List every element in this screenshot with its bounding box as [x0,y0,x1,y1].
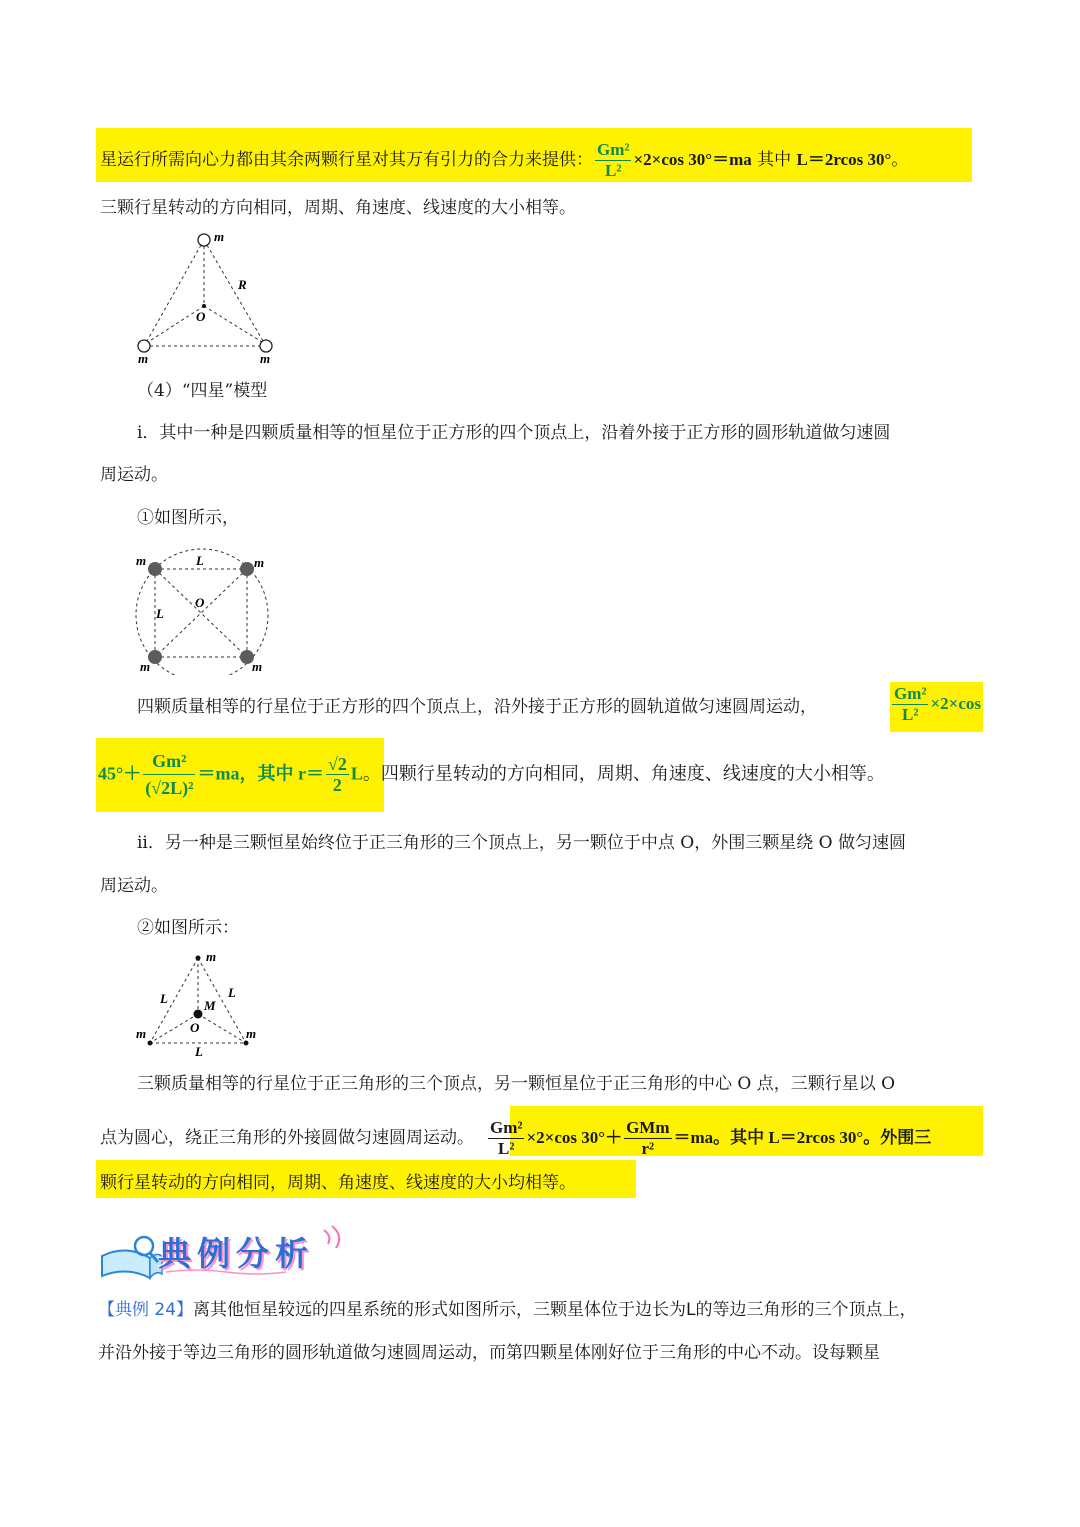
p5-lead: 点为圆心，绕正三角形的外接圆做匀速圆周运动。 [100,1128,474,1148]
p4-r-den: 2 [332,775,342,795]
fig2-label-left-side: L [156,606,164,621]
p5-fraction-1 [488,1118,524,1159]
p1-text: 星运行所需向心力都由其余两颗行星对其万有引力的合力来提供： [100,150,593,170]
paragraph-1 [100,140,908,181]
p4-r-num: √2 [327,754,347,774]
p1-frac-den: L² [605,161,622,180]
p1-mid: 其中 [751,150,797,170]
paragraph-5-line1: 三颗质量相等的行星位于正三角形的三个顶点，另一颗恒星位于正三角形的中心 O 点，三颗行星以 O [137,1074,896,1094]
p1-tail: L＝2rcos 30° [796,150,892,169]
p5-expr2: ＝ma。其中 L＝2rcos 30°。外围三 [673,1128,932,1147]
p4-frac-den: (√2L)² [145,778,194,798]
figure-four-star-square [132,540,277,675]
figure-triangle-center-mass [132,948,272,1063]
paragraph-5-line3: 颗行星转动的方向相同，周期、角速度、线速度的大小均相等。 [100,1173,576,1193]
fig1-label-top: m [214,229,225,244]
item-i-line2: 周运动。 [100,465,168,485]
fig3-label-left: m [136,1026,147,1041]
example-tag: 【典例 24】 [98,1300,194,1320]
p3-expr: ×2×cos [930,694,982,713]
p5-fraction-2 [624,1118,671,1159]
p4-frac-num: Gm² [143,748,195,775]
p4-fraction [143,748,195,801]
fig2-label-tl: m [136,553,147,568]
p3-text: 四颗质量相等的行星位于正方形的四个顶点上，沿外接于正方形的圆轨道做匀速圆周运动， [137,697,817,717]
fig3-label-top: m [206,949,217,964]
example-line1-text: 离其他恒星较远的四星系统的形式如图所示，三颗星体位于边长为L的等边三角形的三个顶点上， [193,1300,917,1320]
fig3-label-bottom: L [195,1044,203,1059]
center-dot-icon [202,304,206,308]
fig2-label-tr: m [254,555,265,570]
star-top-icon [196,956,201,961]
p4-expr: ＝ma，其中 r＝ [197,763,324,784]
fig-caption-2: ②如图所示： [137,918,239,938]
star-top-icon [198,234,210,246]
example-line2: 并沿外接于等边三角形的圆形轨道做匀速圆周运动，而第四颗星体刚好位于三角形的中心不动。设每颗星 [98,1343,880,1363]
p5-expr1: ×2×cos 30°＋ [526,1128,623,1147]
paragraph-4 [98,748,885,801]
section-title: 典例分析 [158,1234,314,1273]
fig3-label-right: m [246,1026,257,1041]
p1-fraction [595,140,631,181]
fig2-label-bl: m [140,659,151,674]
star-tl-icon [148,562,162,576]
paragraph-5-line2 [100,1118,931,1159]
section-four-star: （4）“四星”模型 [137,381,268,401]
p5-f2-num: GMm [626,1118,670,1137]
p4-r-tail: L [350,763,363,784]
figure-three-star-triangle [132,228,282,368]
star-tr-icon [240,562,254,576]
p4-r-fraction [326,754,349,795]
fig3-label-center-mass: M [204,998,216,1013]
p3-frac-num: Gm² [894,684,927,703]
fig-caption-1: ①如图所示， [137,508,239,528]
p5-f1-den: L² [498,1139,515,1158]
fig3-label-side-right: L [228,985,236,1000]
fig2-label-top-side: L [196,553,204,568]
fig3-label-side-left: L [160,991,168,1006]
magnifier-icon [135,1237,153,1255]
fig1-label-center: O [196,309,206,324]
p3-fraction [892,684,928,725]
p3-frac-den: L² [902,705,919,724]
p1-frac-num: Gm² [597,140,630,159]
example-line1 [98,1297,917,1323]
fig2-label-br: m [252,659,263,674]
paragraph-3 [137,694,817,720]
p3-formula [890,684,981,725]
p5-f1-num: Gm² [490,1118,523,1137]
item-i-line1: i．其中一种是四颗质量相等的恒星位于正方形的四个顶点上，沿着外接于正方形的圆形轨道做匀速圆 [137,423,891,443]
fig1-label-left: m [138,351,149,366]
p1-expr: ×2×cos 30°＝ma [633,150,752,169]
star-right-icon [244,1041,249,1046]
item-ii-line2: 周运动。 [100,876,168,896]
star-left-icon [148,1041,153,1046]
fig1-label-right: m [260,351,271,366]
paragraph-2: 三颗行星转动的方向相同，周期、角速度、线速度的大小相等。 [100,198,576,218]
fig1-label-side: R [238,277,247,292]
item-ii-line1: ii．另一种是三颗恒星始终位于正三角形的三个顶点上，另一颗位于中点 O，外围三颗星绕 O 做匀速圆 [137,833,906,853]
fig2-label-center: O [195,595,205,610]
center-mass-icon [194,1010,203,1019]
p4-lead: 45°＋ [98,763,142,784]
p4-after: 。四颗行星转动的方向相同，周期、角速度、线速度的大小相等。 [362,763,885,785]
p1-end: 。 [891,150,909,170]
p5-f2-den: r² [641,1139,655,1158]
fig3-label-center: O [190,1020,200,1035]
